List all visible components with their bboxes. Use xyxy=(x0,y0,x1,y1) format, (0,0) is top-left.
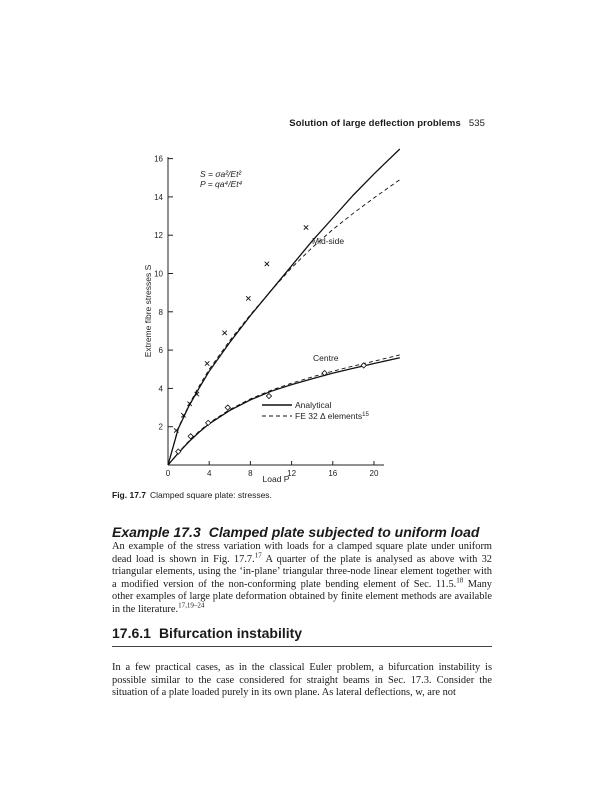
midside-marker xyxy=(205,361,209,365)
section-title: Bifurcation instability xyxy=(158,625,303,641)
series-line-1 xyxy=(168,180,400,465)
figure-caption-text: Clamped square plate: stresses. xyxy=(150,490,272,500)
y-tick-label: 12 xyxy=(154,231,163,241)
example-text-c: Many other examples of large plate deformation obtained by finite element methods are available in the literature. xyxy=(112,578,493,615)
centre-marker xyxy=(225,405,230,410)
example-heading xyxy=(112,524,479,540)
y-tick-label: 8 xyxy=(158,307,163,317)
x-tick-label: 12 xyxy=(287,469,297,478)
section-paragraph: In a few practical cases, as in the classical Euler problem, a bifurcation instability is possible similar to the case considered for straight beams in Sec. 17.3. Consider the situation of a plate loaded purely in its own plane. As lateral deflections, w, are not xyxy=(112,662,492,699)
centre-marker xyxy=(266,393,271,398)
legend-fe-text: FE 32 Δ elements xyxy=(295,411,363,421)
legend xyxy=(262,400,369,421)
legend-analytical-label: Analytical xyxy=(295,400,332,410)
legend-fe-label xyxy=(295,411,369,421)
figure-caption xyxy=(112,490,272,500)
x-tick-label: 4 xyxy=(206,469,212,478)
example-text-a: An example of the stress variation with loads for a clamped square plate under uniform dead load is shown in Fig. 17.7. xyxy=(112,541,492,565)
section-number: 17.6.1 xyxy=(112,625,151,641)
y-tick-label: 2 xyxy=(158,422,163,432)
centre-label: Centre xyxy=(313,353,339,363)
y-tick-label: 14 xyxy=(154,192,163,202)
example-paragraph xyxy=(112,541,492,617)
x-tick-label: 0 xyxy=(165,469,171,478)
y-tick-label: 16 xyxy=(154,154,163,164)
centre-marker xyxy=(176,449,181,454)
midside-marker xyxy=(265,262,269,266)
series-line-3 xyxy=(168,355,400,465)
y-ticks xyxy=(154,155,173,432)
page-number: 535 xyxy=(468,118,485,129)
x-axis-label: Load P xyxy=(262,474,290,484)
ref-17-19-24: 17,19–24 xyxy=(178,601,205,610)
formula-load: P = qa⁴/Et⁴ xyxy=(200,179,243,189)
ref-17: 17 xyxy=(254,551,262,560)
running-head-title: Solution of large deflection problems xyxy=(289,118,461,129)
figure-label: Fig. 17.7 xyxy=(112,490,147,500)
midside-marker xyxy=(246,296,250,300)
example-number: Example 17.3 xyxy=(112,524,201,540)
x-tick-label: 20 xyxy=(369,469,379,478)
midside-marker xyxy=(222,331,226,335)
x-tick-label: 16 xyxy=(328,469,338,478)
midside-label: Mid-side xyxy=(312,236,345,246)
y-tick-label: 10 xyxy=(154,269,163,279)
section-rule xyxy=(112,646,492,647)
y-tick-label: 6 xyxy=(158,346,163,356)
section-heading xyxy=(112,625,302,641)
formula-stress: S = σa²/Et² xyxy=(200,169,242,179)
example-text-b: A quarter of the plate is analysed as above with 32 triangular elements, using the ‘in-plane’ triangular three-node linear element together with a modified version of the non-conforming plate bending element of Sec. 11.5. xyxy=(112,553,492,590)
centre-marker xyxy=(206,420,211,425)
y-tick-label: 4 xyxy=(158,384,163,394)
x-tick-label: 8 xyxy=(248,469,253,478)
ref-18: 18 xyxy=(456,576,464,585)
example-title: Clamped plate subjected to uniform load xyxy=(208,524,480,540)
legend-fe-ref: 15 xyxy=(362,412,369,418)
y-axis-label: Extreme fibre stresses S xyxy=(143,264,153,358)
midside-marker xyxy=(304,225,308,229)
